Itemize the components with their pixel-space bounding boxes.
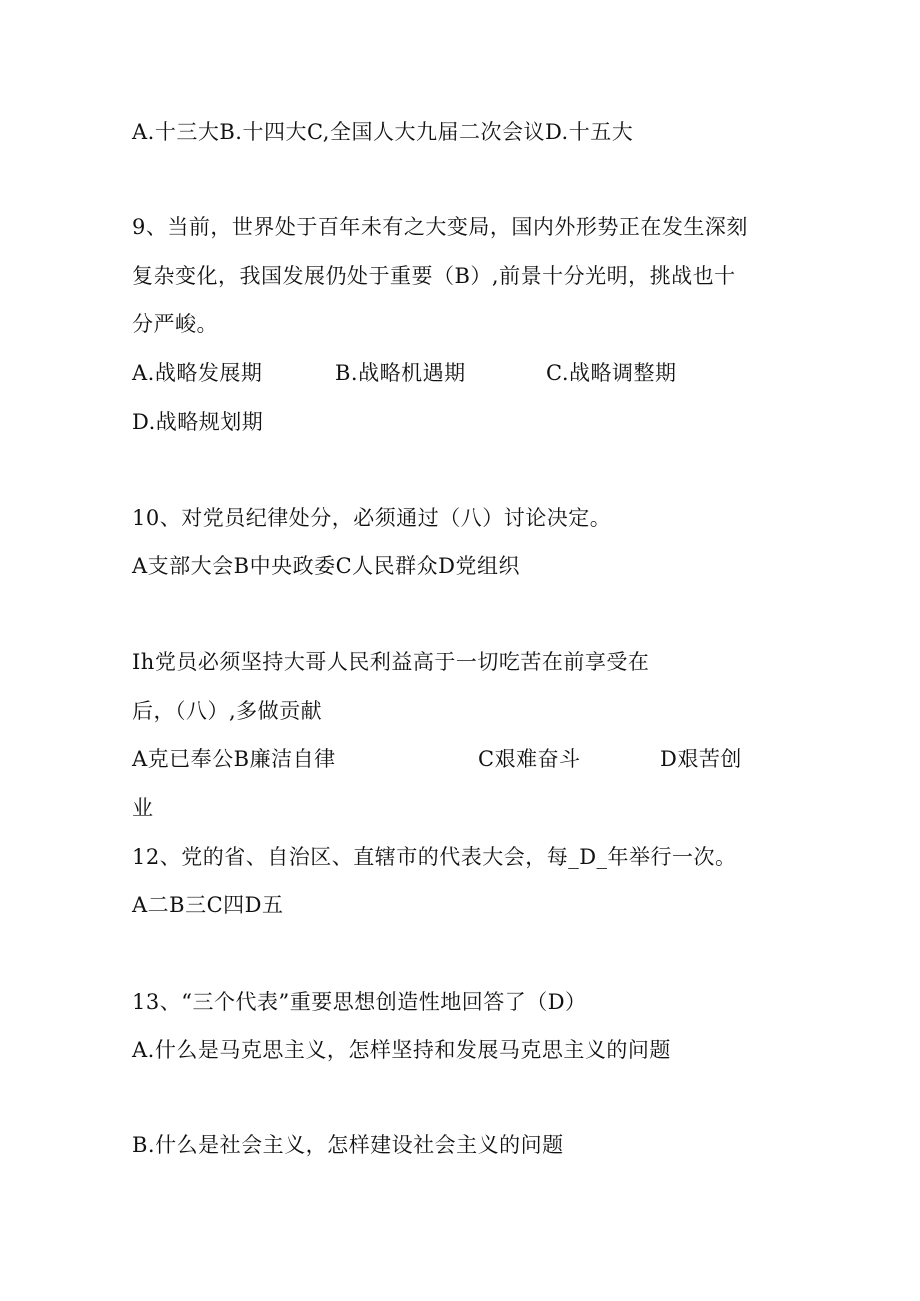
q11-option-d: D艰苦创: [660, 747, 742, 771]
q11-option-d-continuation: 业: [132, 796, 154, 820]
q11-option-c: C艰难奋斗: [478, 747, 581, 771]
q9-option-b: B.战略机遇期: [335, 361, 466, 385]
q8-options: A.十三大B.十四大C,全国人大九届二次会议D.十五大: [132, 120, 634, 144]
q9-option-d: D.战略规划期: [132, 410, 264, 434]
q13-option-b: B.什么是社会主义，怎样建设社会主义的问题: [132, 1133, 564, 1157]
q12-stem: 12、党的省、自治区、直辖市的代表大会，每_D_年举行一次。: [132, 845, 737, 869]
q9-option-c: C.战略调整期: [546, 361, 677, 385]
q11-stem-line1: Ih党员必须坚持大哥人民利益高于一切吃苦在前享受在: [132, 650, 650, 674]
q13-stem: 13、“三个代表”重要思想创造性地回答了（D）: [132, 990, 587, 1014]
q13-option-a: A.什么是马克思主义，怎样坚持和发展马克思主义的问题: [132, 1038, 671, 1062]
q11-option-ab: A克已奉公B廉洁自律: [132, 747, 336, 771]
q12-options: A二B三C四D五: [132, 893, 284, 917]
q9-stem-line3: 分严峻。: [132, 312, 218, 336]
q10-options: A支部大会B中央政委C人民群众D党组织: [132, 554, 521, 578]
q9-stem-line2: 复杂变化，我国发展仍处于重要（B）,前景十分光明，挑战也十: [132, 264, 736, 288]
q10-stem: 10、对党员纪律处分，必须通过（八）讨论决定。: [132, 506, 612, 530]
q9-option-a: A.战略发展期: [132, 361, 263, 385]
q11-stem-line2: 后，（八）,多做贡献: [132, 699, 323, 723]
q9-stem-line1: 9、当前，世界处于百年未有之大变局，国内外形势正在发生深刻: [132, 215, 748, 239]
